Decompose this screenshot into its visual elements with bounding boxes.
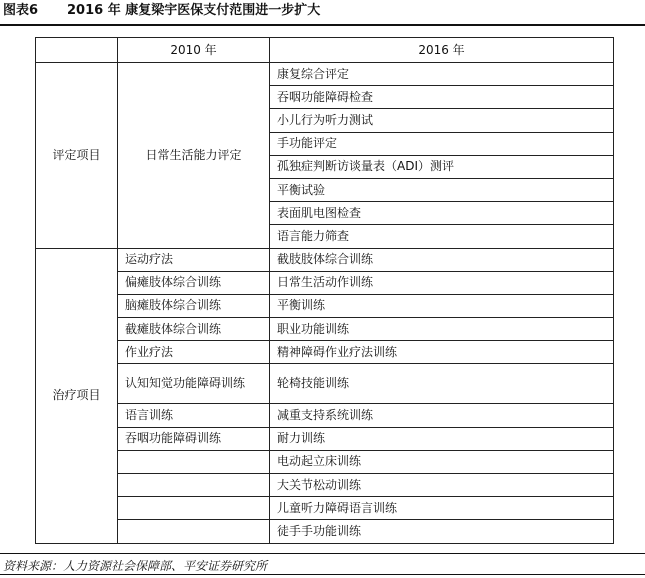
treatment-2016-item: 儿童听力障碍语言训练 [270,497,614,520]
treatment-2016-item: 截肢肢体综合训练 [270,248,614,271]
table-header-row [36,38,614,63]
table-row [36,63,614,86]
figure-title: 2016 年 康复梁宇医保支付范围进一步扩大 [67,3,321,18]
assessment-2016-item: 孤独症判断访谈量表（ADI）测评 [270,155,614,178]
assessment-2010-item: 日常生活能力评定 [118,63,270,249]
treatment-2010-item: 作业疗法 [118,341,270,364]
figure-label: 图表6 [3,3,39,18]
assessment-2016-item: 吞咽功能障碍检查 [270,86,614,109]
treatment-2016-item: 徒手手功能训练 [270,520,614,543]
treatment-2010-empty [118,474,270,497]
table-row [36,404,614,427]
table-row [36,427,614,450]
treatment-2016-item: 轮椅技能训练 [270,364,614,404]
header-blank-cell [36,38,118,63]
assessment-2016-item: 表面肌电图检查 [270,202,614,225]
assessment-2016-item: 平衡试验 [270,178,614,201]
table-row [36,450,614,473]
assessment-2016-item: 手功能评定 [270,132,614,155]
table-row [36,520,614,543]
treatment-2010-item: 吞咽功能障碍训练 [118,427,270,450]
table-row [36,318,614,341]
treatment-2010-item: 偏瘫肢体综合训练 [118,271,270,294]
treatment-2010-empty [118,450,270,473]
source-note: 资料来源：人力资源社会保障部、平安证券研究所 [3,559,268,573]
treatment-2010-item: 脑瘫肢体综合训练 [118,294,270,317]
treatment-2016-item: 平衡训练 [270,294,614,317]
treatment-2016-item: 大关节松动训练 [270,474,614,497]
treatment-2010-item: 认知知觉功能障碍训练 [118,364,270,404]
figure-title-bar [0,0,645,26]
table-row [36,248,614,271]
treatment-2010-item: 语言训练 [118,404,270,427]
treatment-2010-empty [118,497,270,520]
table-row [36,294,614,317]
treatment-2016-item: 减重支持系统训练 [270,404,614,427]
category-assessment: 评定项目 [36,63,118,249]
header-2016: 2016 年 [270,38,614,63]
treatment-2010-item: 运动疗法 [118,248,270,271]
source-divider [0,553,645,554]
table-row [36,364,614,404]
assessment-2016-item: 康复综合评定 [270,63,614,86]
table-row [36,474,614,497]
assessment-2016-item: 小儿行为听力测试 [270,109,614,132]
assessment-2016-item: 语言能力筛查 [270,225,614,248]
treatment-2010-empty [118,520,270,543]
table-row [36,341,614,364]
treatment-2016-item: 电动起立床训练 [270,450,614,473]
treatment-2016-item: 日常生活动作训练 [270,271,614,294]
table-row [36,271,614,294]
treatment-2016-item: 耐力训练 [270,427,614,450]
header-2010: 2010 年 [118,38,270,63]
treatment-2016-item: 职业功能训练 [270,318,614,341]
bottom-divider [0,574,645,575]
treatment-2010-item: 截瘫肢体综合训练 [118,318,270,341]
category-treatment: 治疗项目 [36,248,118,543]
treatment-2016-item: 精神障碍作业疗法训练 [270,341,614,364]
table-row [36,497,614,520]
payment-scope-table [35,37,614,544]
